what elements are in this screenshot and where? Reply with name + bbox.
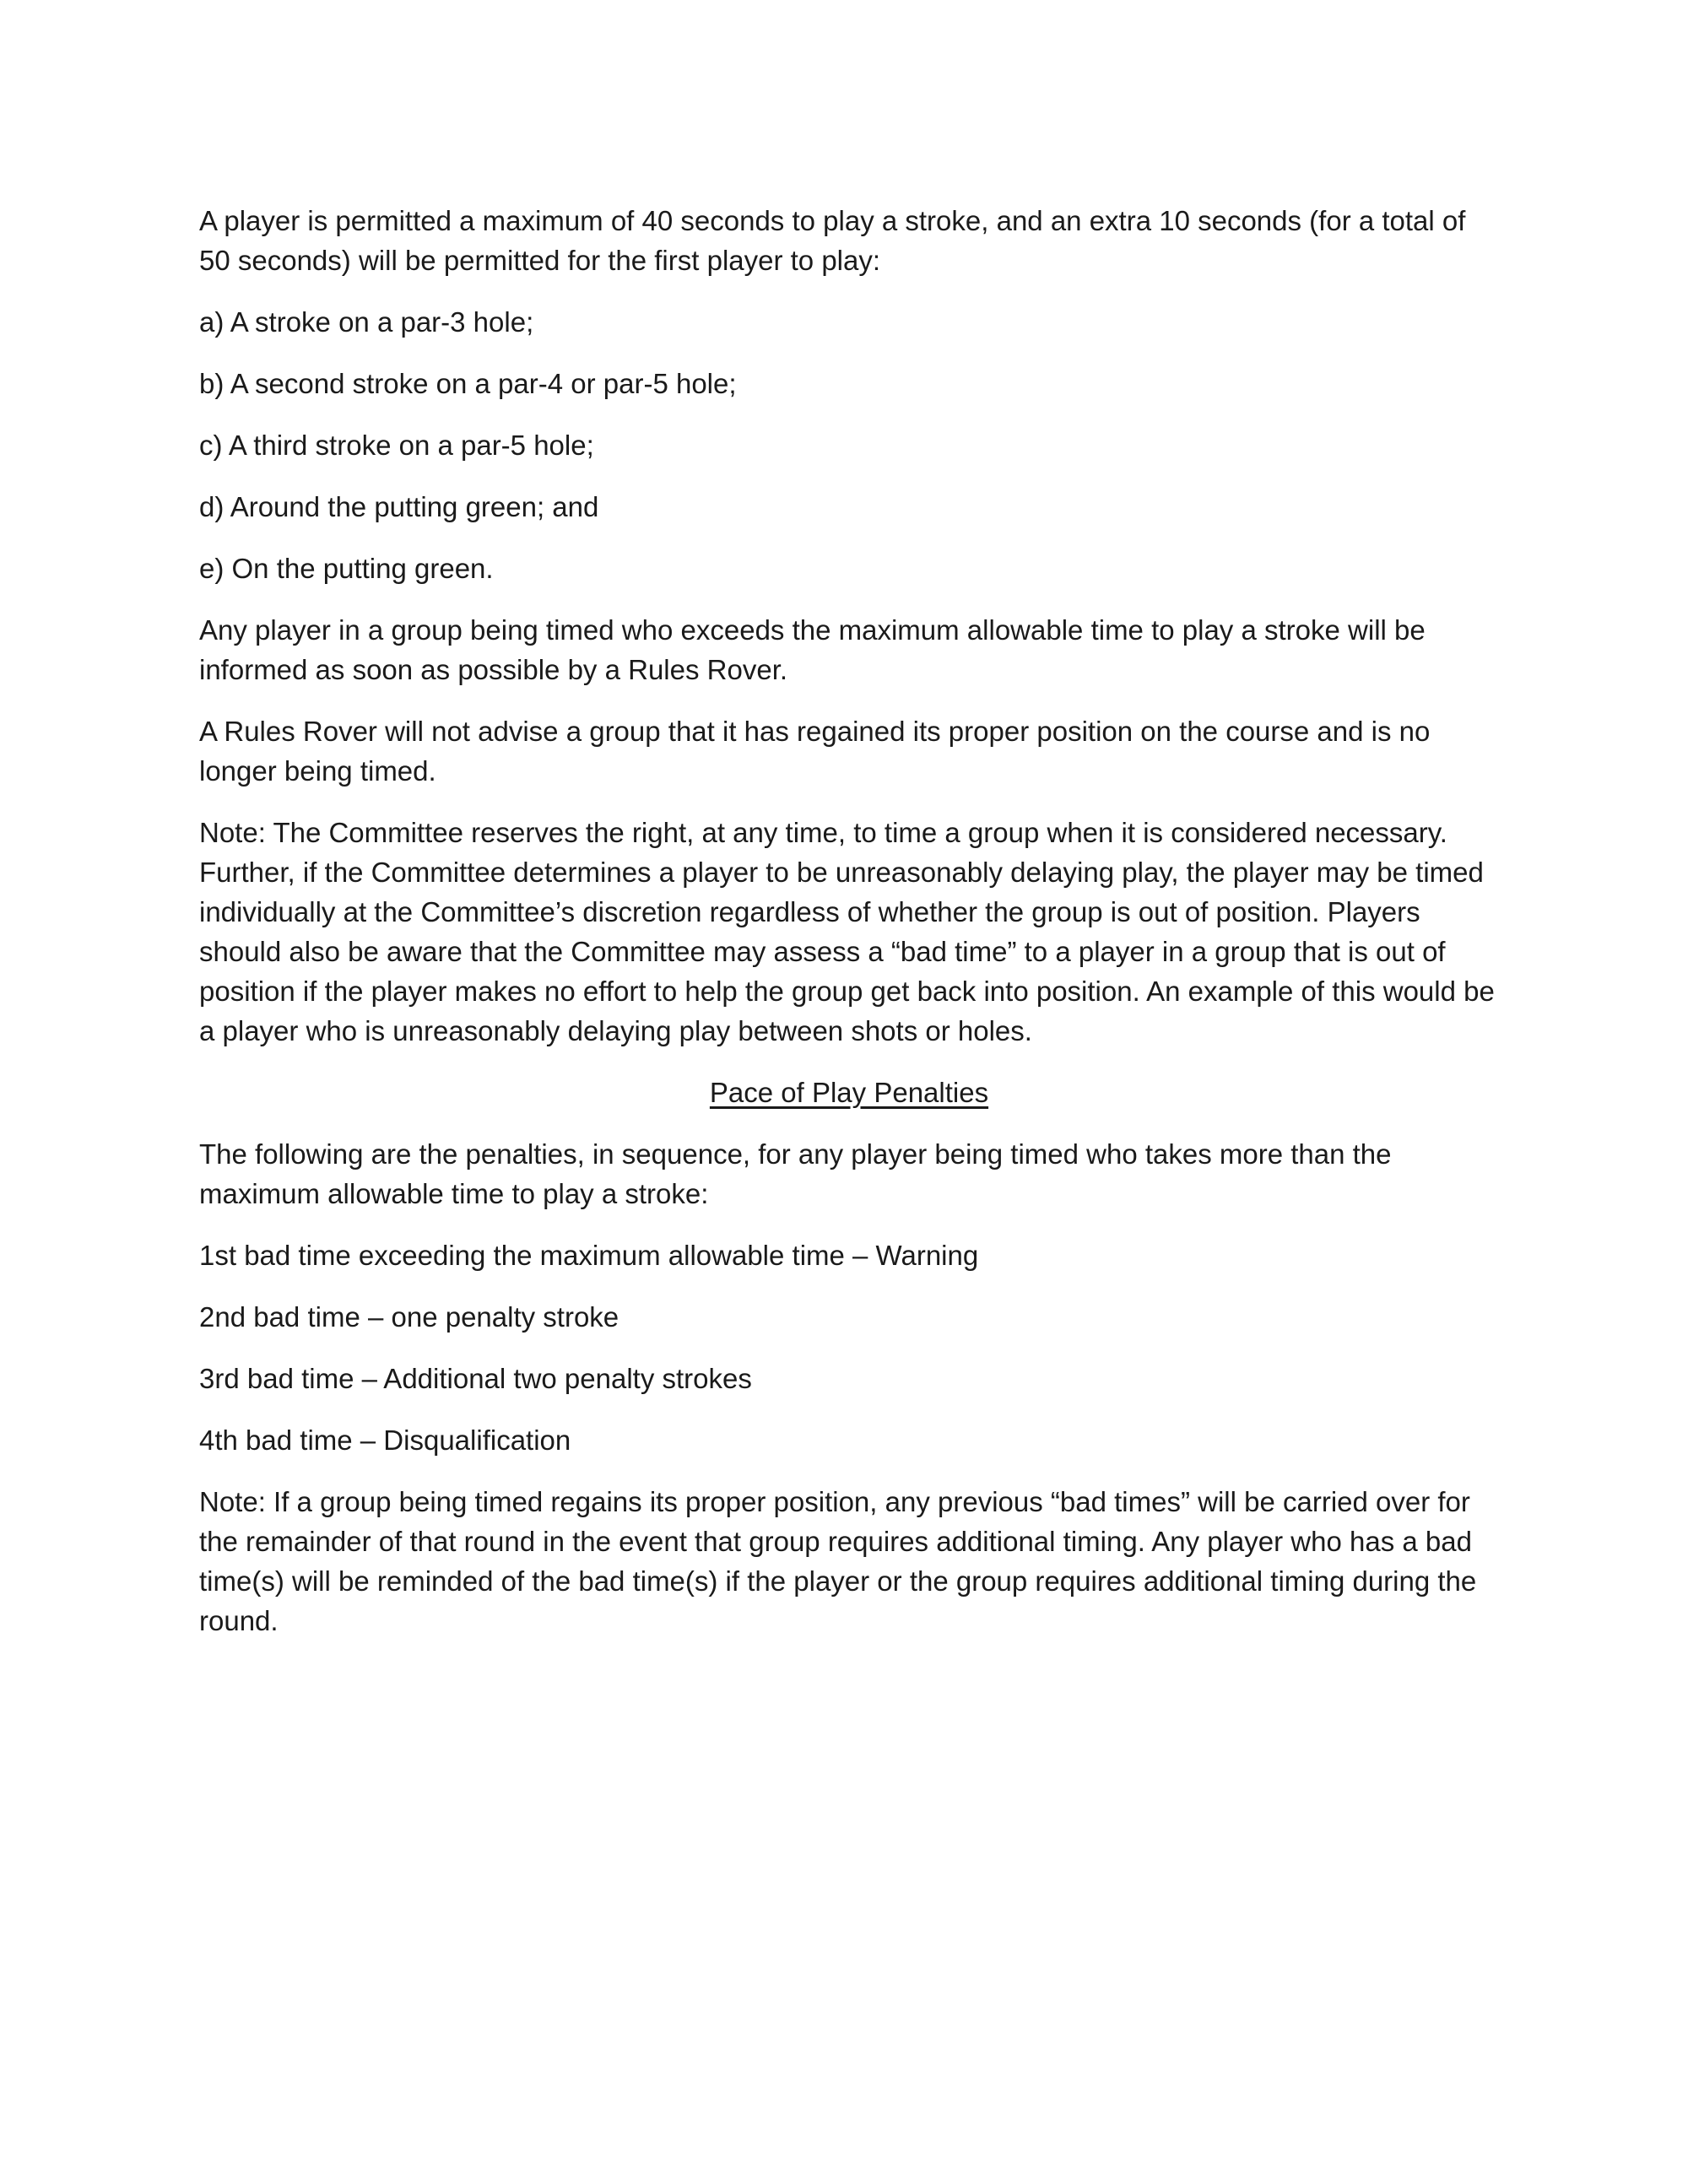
penalty-fourth: 4th bad time – Disqualification — [199, 1424, 571, 1456]
list-item-d: d) Around the putting green; and — [199, 491, 599, 522]
list-item-b: b) A second stroke on a par-4 or par-5 hole; — [199, 368, 737, 399]
list-item-e: e) On the putting green. — [199, 553, 494, 584]
rules-rover-paragraph: A Rules Rover will not advise a group that it has regained its proper position on the course and is no longer being timed. — [199, 716, 1431, 787]
list-item-a: a) A stroke on a par-3 hole; — [199, 306, 534, 338]
intro-paragraph: A player is permitted a maximum of 40 seconds to play a stroke, and an extra 10 seconds (for a total of 50 seconds) will be permitted for the first player to play: — [199, 205, 1466, 276]
document-body — [199, 201, 1499, 1662]
penalties-intro: The following are the penalties, in sequence, for any player being timed who takes more than the maximum allowable time to play a stroke: — [199, 1138, 1392, 1209]
committee-note: Note: The Committee reserves the right, at any time, to time a group when it is considered necessary. Further, if the Committee determines a player to be unreasonably delaying play, the player may be timed individually at the Committee’s discretion regardless of whether the group is out of position. Players should also be aware that the Committee may assess a “bad time” to a player in a group that is out of position if the player makes no effort to help the group get back into position. An example of this would be a player who is unreasonably delaying play between shots or holes. — [199, 817, 1495, 1046]
penalty-first: 1st bad time exceeding the maximum allowable time – Warning — [199, 1240, 979, 1271]
section-heading: Pace of Play Penalties — [709, 1077, 989, 1108]
list-item-c: c) A third stroke on a par-5 hole; — [199, 430, 594, 461]
penalty-third: 3rd bad time – Additional two penalty strokes — [199, 1363, 752, 1394]
exceed-time-paragraph: Any player in a group being timed who exceeds the maximum allowable time to play a stroke will be informed as soon as possible by a Rules Rover. — [199, 614, 1426, 685]
penalty-second: 2nd bad time – one penalty stroke — [199, 1301, 619, 1333]
carryover-note: Note: If a group being timed regains its proper position, any previous “bad times” will be carried over for the remainder of that round in the event that group requires additional timing. Any player who has a bad time(s) will be reminded of the bad time(s) if the player or the group requires additional timing during the round. — [199, 1486, 1477, 1636]
